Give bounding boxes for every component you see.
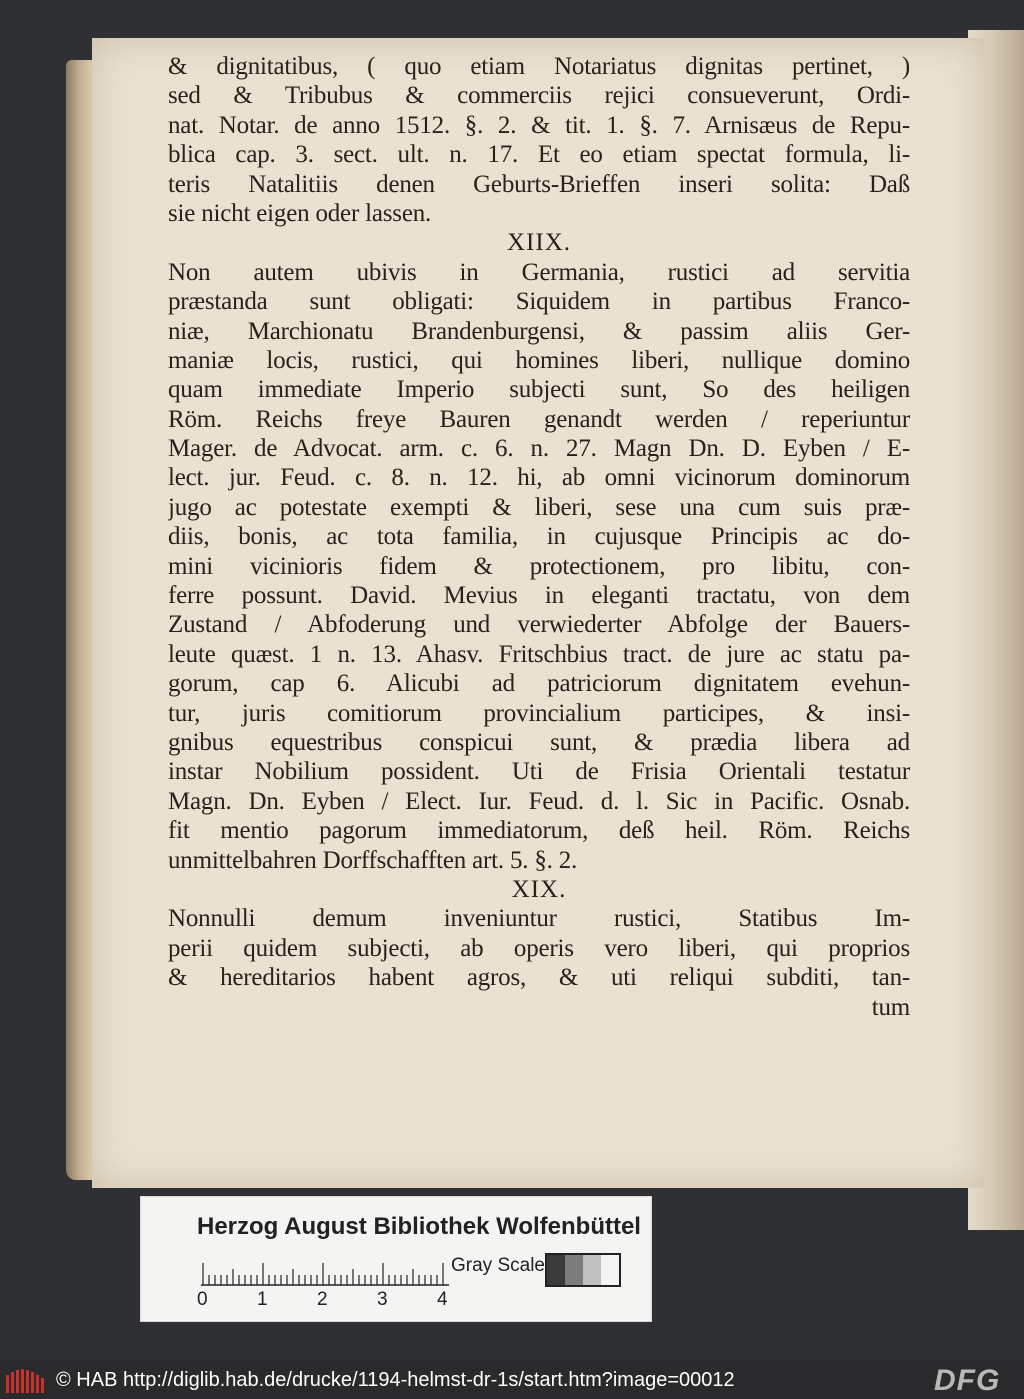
text-line: niæ, Marchionatu Brandenburgensi, & passim aliis Ger- [168,317,910,345]
text-line: Magn. Dn. Eyben / Elect. Iur. Feud. d. l. Sic in Pacific. Osnab. [168,787,910,815]
text-line: perii quidem subjecti, ab operis vero liberi, qui proprios [168,934,910,962]
gray-swatch [583,1255,601,1285]
ruler-number: 3 [377,1289,388,1310]
paragraph-xiix [168,258,910,875]
ruler-number: 0 [197,1289,208,1310]
ruler-number: 2 [317,1289,328,1310]
text-line: sie nicht eigen oder lassen. [168,199,432,227]
section-heading-xiix: XIIX. [506,229,571,257]
text-line: blica cap. 3. sect. ult. n. 17. Et eo etiam spectat formula, li- [168,141,910,169]
text-line: diis, bonis, ac tota familia, in cujusque Principis ac do- [168,523,910,551]
text-line: præstanda sunt obligati: Siquidem in partibus Franco- [168,288,910,316]
text-line: instar Nobilium possident. Uti de Frisia Orientali testatur [168,758,910,786]
credit-link[interactable]: © HAB http://diglib.hab.de/drucke/1194-helmst-dr-1s/start.htm?image=00012 [56,1369,735,1391]
text-line: teris Natalitiis denen Geburts-Brieffen inseri solita: Daß [168,170,910,198]
intro-block [168,52,910,228]
footer-bar [0,1360,1024,1399]
gray-scale-label: Gray Scale [451,1255,545,1276]
text-line: jugo ac potestate exempti & liberi, sese una cum suis præ- [168,493,910,521]
text-line: & dignitatibus, ( quo etiam Notariatus dignitas pertinet, ) [168,53,910,80]
text-line: ferre possunt. David. Mevius in eleganti tractatu, von dem [168,582,910,610]
text-line: gorum, cap 6. Alicubi ad patriciorum dignitatem evehun- [168,670,910,698]
text-line: nat. Notar. de anno 1512. §. 2. & tit. 1. §. 7. Arnisæus de Repu- [168,111,910,139]
text-line: & hereditarios habent agros, & uti reliqui subditi, tan- [168,964,910,992]
color-scale-card [140,1196,652,1322]
library-title: Herzog August Bibliothek Wolfenbüttel [197,1213,641,1240]
text-line: Röm. Reichs freye Bauren genandt werden / reperiuntur [168,405,910,433]
text-line: fit mentio pagorum immediatorum, deß heil. Röm. Reichs [168,817,910,845]
ruler-icon [201,1251,449,1287]
text-line: Nonnulli demum inveniuntur rustici, Statibus Im- [168,905,910,933]
gray-scale-swatches [545,1253,621,1287]
dfg-logo: DFG [934,1364,1001,1397]
text-line: unmittelbahren Dorffschafften art. 5. §. 2. [168,846,578,874]
ruler-number: 4 [437,1289,448,1310]
text-line: tur, juris comitiorum provincialium participes, & insi- [168,699,910,727]
hab-bars-icon [6,1369,46,1393]
page-text [168,52,910,1022]
ruler-numbers [197,1289,457,1315]
text-line: gnibus equestribus conspicui sunt, & prædia libera ad [168,728,910,756]
text-line: Non autem ubivis in Germania, rustici ad servitia [168,258,910,286]
text-line: Zustand / Abfoderung und verwiederter Abfolge der Bauers- [168,611,910,639]
gray-swatch [601,1255,619,1285]
text-line: sed & Tribubus & commerciis rejici consueverunt, Ordi- [168,82,910,110]
text-line: mini vicinioris fidem & protectionem, pro libitu, con- [168,552,910,580]
text-line: leute quæst. 1 n. 13. Ahasv. Fritschbius tract. de jure ac statu pa- [168,640,910,668]
gray-swatch [565,1255,583,1285]
text-line: maniæ locis, rustici, qui homines liberi, nullique domino [168,346,910,374]
ruler-number: 1 [257,1289,268,1310]
section-heading-xix: XIX. [511,875,567,903]
gray-swatch [547,1255,565,1285]
text-line: lect. jur. Feud. c. 8. n. 12. hi, ab omni vicinorum dominorum [168,464,910,492]
paragraph-xix [168,904,910,992]
catchword: tum [871,993,910,1021]
text-line: quam immediate Imperio subjecti sunt, So des heiligen [168,376,910,404]
text-line: Mager. de Advocat. arm. c. 6. n. 27. Magn Dn. D. Eyben / E- [168,435,910,463]
